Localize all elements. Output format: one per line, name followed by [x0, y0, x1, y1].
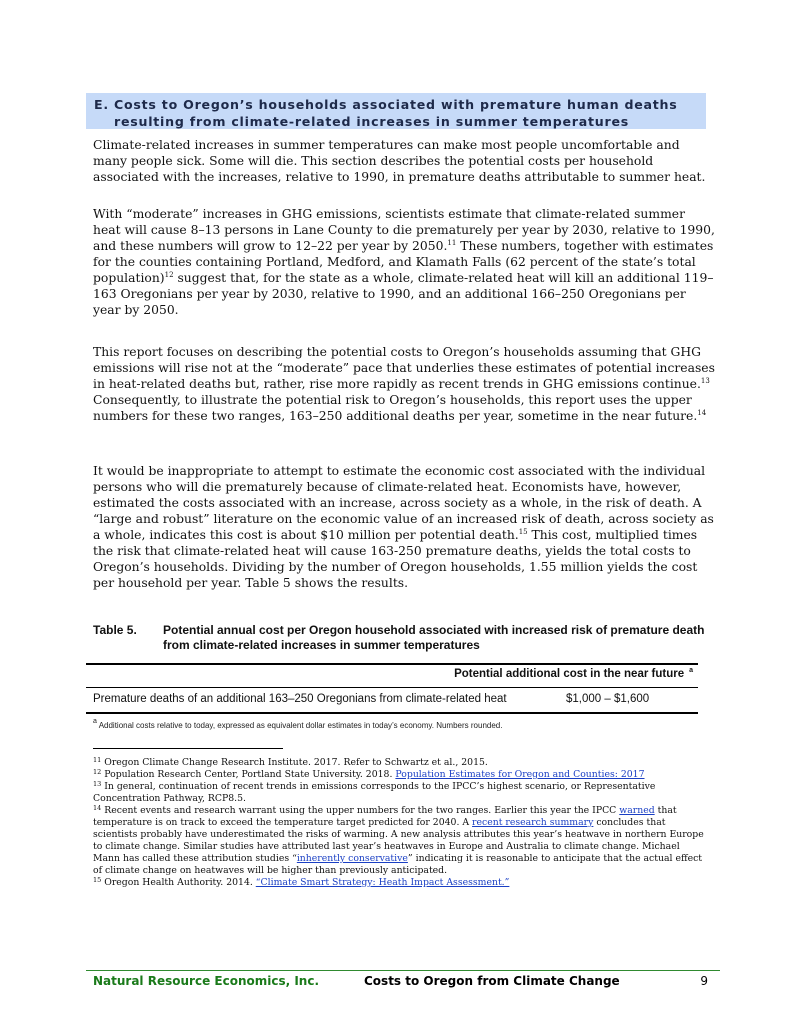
table-header-rule	[86, 687, 698, 688]
table-column-header-text: Potential additional cost in the near future	[454, 668, 685, 680]
table-top-rule	[86, 663, 698, 665]
footnote-11-number: 11	[93, 756, 102, 764]
table-note-text: Additional costs relative to today, expressed as equivalent dollar estimates in today’s economy. Numbers rounded.	[96, 721, 503, 730]
footnote-13	[93, 781, 708, 805]
footnote-12-text: Population Research Center, Portland State University. 2018.	[101, 769, 396, 780]
paragraph-2	[93, 206, 715, 318]
footnote-13-text: In general, continuation of recent trends in emissions corresponds to the IPCC’s highest scenario, or Representative Concentration Pathway, RCP8.5.	[93, 781, 656, 804]
footnote-11-text: Oregon Climate Change Research Institute. 2017. Refer to Schwartz et al., 2015.	[101, 757, 488, 768]
table-column-note-mark: a	[689, 667, 693, 674]
footnote-13-number: 13	[93, 780, 102, 788]
footnote-separator	[93, 748, 283, 749]
paragraph-1	[93, 137, 715, 185]
footnote-14	[93, 805, 708, 877]
footnote-14-text-b: that temperature is on track to exceed the temperature target predicted for 2040. A	[93, 805, 677, 828]
paragraph-4-text-a: It would be inappropriate to attempt to estimate the economic cost associated with the individual persons who will die prematurely because of climate-related heat. Economists have, however, estimated the costs associated with an increase, across society as a whole, in the risk of death. A “large and robust” literature on the economic value of an increased risk of death, across society as a whole, indicates this cost is about $10 million per potential death.	[93, 464, 714, 542]
table-row-value: $1,000 – $1,600	[566, 693, 650, 705]
paragraph-1-text: Climate-related increases in summer temperatures can make most people uncomfortable and many people sick. Some will die. This section describes the potential costs per household associated with the increases, relative to 1990, in premature deaths attributable to summer heat.	[93, 138, 706, 184]
paragraph-3-text-a: This report focuses on describing the potential costs to Oregon’s households assuming that GHG emissions will rise not at the “moderate” pace that underlies these estimates of potential increases in heat-related deaths but, rather, rise more rapidly as recent trends in GHG emissions continue.	[93, 345, 715, 391]
footnote-15	[93, 877, 708, 889]
table-row-label: Premature deaths of an additional 163–250 Oregonians from climate-related heat	[93, 693, 507, 705]
footnote-14-text-d: ” indicating it is reasonable to anticipate that the actual effect of climate change on heatwaves will be higher than previously anticipated.	[93, 853, 703, 876]
paragraph-2-text-b: These numbers, together with estimates for the counties containing Portland, Medford, and Klamath Falls (62 percent of the state’s total population)	[93, 239, 714, 285]
section-heading-line1: E. Costs to Oregon’s households associated with premature human deaths	[94, 97, 678, 112]
footer-rule	[86, 970, 720, 971]
climate-smart-strategy-link[interactable]: “Climate Smart Strategy: Heath Impact Assessment.”	[255, 877, 510, 888]
footnote-ref-13[interactable]: 13	[700, 377, 710, 385]
page-footer	[93, 974, 713, 992]
footer-company: Natural Resource Economics, Inc.	[93, 974, 320, 988]
table-bottom-rule	[86, 712, 698, 714]
footnote-ref-12[interactable]: 12	[164, 271, 174, 279]
table-note	[93, 718, 713, 730]
paragraph-2-text-a: With “moderate” increases in GHG emissions, scientists estimate that climate-related summer heat will cause 8–13 persons in Lane County to die prematurely per year by 2030, relative to 1990, and these numbers will grow to 12–22 per year by 2050.	[93, 207, 715, 253]
paragraph-4-text-b: This cost, multiplied times the risk that climate-related heat will cause 163-250 premature deaths, yields the total costs to Oregon’s households. Dividing by the number of Oregon households, 1.55 million yields the cost per household per year. Table 5 shows the results.	[93, 528, 698, 590]
table-caption-text: Potential annual cost per Oregon household associated with increased risk of premature death from climate-related increases in summer temperatures	[163, 623, 705, 652]
paragraph-3-text-b: Consequently, to illustrate the potential risk to Oregon’s households, this report uses the upper numbers for these two ranges, 163–250 additional deaths per year, sometime in the near future.	[93, 393, 698, 423]
section-heading	[86, 93, 706, 129]
table-column-header	[86, 668, 698, 680]
footer-title: Costs to Oregon from Climate Change	[364, 974, 620, 988]
table-note-mark: a	[93, 718, 97, 725]
footnote-12-number: 12	[93, 768, 102, 776]
footnotes	[93, 757, 708, 889]
footnote-ref-15[interactable]: 15	[518, 528, 528, 536]
section-heading-line2: resulting from climate-related increases in summer temperatures	[114, 114, 629, 129]
footnote-11	[93, 757, 708, 769]
paragraph-2-text-c: suggest that, for the state as a whole, climate-related heat will kill an additional 119–163 Oregonians per year by 2030, relative to 1990, and an additional 166–250 Oregonians per year by 2050.	[93, 271, 714, 317]
paragraph-4	[93, 463, 715, 591]
footnote-14-text-c: concludes that scientists probably have underestimated the risks of warming. A new analysis attributes this year’s heatwave in northern Europe to climate change. Similar studies have attributed last year’s heatwaves in Europe and Australia to climate change. Michael Mann has called these attribution studies “	[93, 817, 704, 864]
footnote-14-text-a: Recent events and research warrant using the upper numbers for the two ranges. Earlier this year the IPCC	[101, 805, 620, 816]
footnote-ref-11[interactable]: 11	[447, 239, 457, 247]
footnote-15-text: Oregon Health Authority. 2014.	[101, 877, 256, 888]
footnote-15-number: 15	[93, 876, 102, 884]
footnote-14-number: 14	[93, 804, 102, 812]
inherently-conservative-link[interactable]: inherently conservative	[296, 853, 408, 864]
table-number: Table 5.	[93, 623, 137, 637]
footnote-12	[93, 769, 708, 781]
footnote-ref-14[interactable]: 14	[697, 409, 707, 417]
population-estimates-link[interactable]: Population Estimates for Oregon and Counties: 2017	[395, 769, 645, 780]
ipcc-warned-link[interactable]: warned	[619, 805, 655, 816]
page-number: 9	[700, 974, 708, 988]
research-summary-link[interactable]: recent research summary	[472, 817, 594, 828]
paragraph-3	[93, 344, 715, 424]
